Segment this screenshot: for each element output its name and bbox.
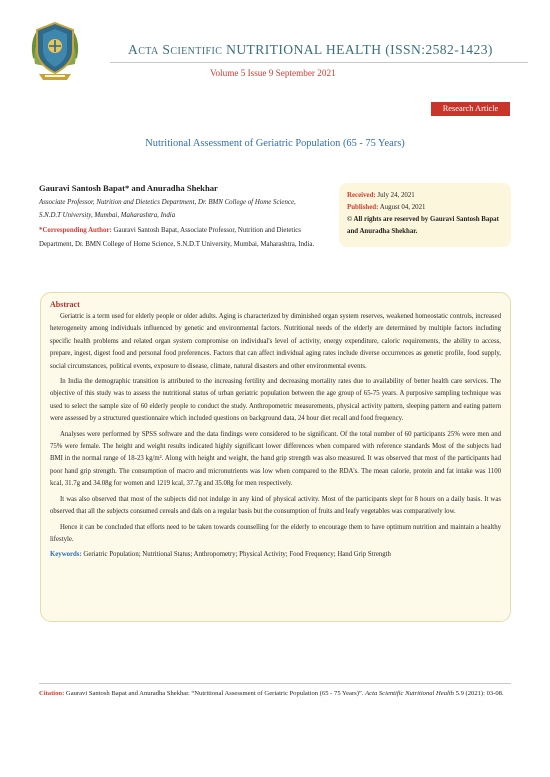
corresponding-text: Gauravi Santosh Bapat, Associate Professor, Nutrition and Dietetics Department, Dr. BMN College of Home Science, S.N.D.T University, Mumbai, Maharashtra, India.	[39, 227, 315, 248]
published-label: Published:	[347, 204, 379, 211]
footer-rule	[39, 683, 511, 684]
rights-statement: © All rights are reserved by Gauravi Santosh Bapat and Anuradha Shekhar.	[347, 216, 499, 235]
citation	[39, 688, 511, 700]
abstract-paragraph: Analyses were performed by SPSS software and the data findings were considered to be significant. Of the total number of 60 participants 25% were men and 75% were female. The height and weight results indicated highly significant lower differences when compared with reference standards Most of the subjects had BMI in the normal range of 18-23 kg/m². Along with height and weight, the hand grip strength was also measured. It was observed that most of the participants had poor hand grip strength. The consumption of macro and micronutrients was low when compared to the RDA's. The mean calorie, protein and fat intake was 1100 kcal, 31.7g and 34.08g for women and 1219 kcal, 37.7g and 35.08g for men respectively.	[50, 430, 501, 488]
keywords-label: Keywords:	[50, 551, 82, 559]
citation-text: Gauravi Santosh Bapat and Anuradha Shekhar. “Nutritional Assessment of Geriatric Population (65 - 75 Years)”.	[64, 690, 366, 697]
received-label: Received:	[347, 192, 376, 199]
authors: Gauravi Santosh Bapat* and Anuradha Shekhar	[39, 183, 218, 193]
journal-title	[128, 42, 528, 58]
abstract-box	[40, 292, 511, 622]
keywords-text: Geriatric Population; Nutritional Status; Anthropometry; Physical Activity; Food Frequency; Hand Grip Strength	[81, 551, 391, 559]
affiliation: Associate Professor, Nutrition and Dietetics Department, Dr. BMN College of Home Science, S.N.D.T University, Mumbai, Maharashtra, India	[39, 199, 296, 219]
keywords	[50, 549, 501, 561]
abstract-paragraph: Geriatric is a term used for elderly people or older adults. Aging is characterized by diminished organ system reserves, weakened homeostatic controls, increased heterogeneity among individuals influenced by genetic and environmental factors. Nutritional needs of the elderly are determined by multiple factors including specific health problems and related organ system compromise on individual's level of activity, energy expenditure, caloric requirements, the ability to access, prepare, ingest, digest food and personal food preferences. Factors that can affect individual aging rates include diverse occurrences as genetic profile, food supply, social circumstances, political events, exposure to disease, climate, natural disasters and other environmental events.	[50, 313, 501, 370]
citation-tail: 5.9 (2021): 03-08.	[453, 690, 504, 697]
received-date: July 24, 2021	[375, 192, 415, 199]
corresponding-label: *Corresponding Author:	[39, 227, 112, 234]
abstract-paragraph: In India the demographic transition is attributed to the increasing fertility and decreasing mortality rates due to availability of better health care services. The objective of this study was to assess the nutritional status of urban geriatric population between the age group of 65-75 years. A purposive sampling technique was used to select the sample size of 60 elderly people to conduct the study. Anthropometric measurements, physical activity pattern, sleeping pattern and eating pattern were assessed by a structured questionnaire which included questions on background data, 24 hour diet recall and food frequency.	[50, 378, 501, 423]
article-type-badge: Research Article	[431, 102, 510, 116]
abstract-paragraph: It was also observed that most of the subjects did not indulge in any kind of physical activity. Most of the participants slept for 8 hours on a daily basis. It was observed that all the subjects consumed cereals and dals on a regular basis but the consumption of fruits and leafy vegetables was comparatively low.	[50, 495, 501, 516]
received-line	[347, 190, 503, 202]
issue-info: Volume 5 Issue 9 September 2021	[210, 68, 336, 78]
citation-journal: Acta Scientific Nutritional Health	[365, 690, 454, 697]
citation-label: Citation:	[39, 690, 65, 697]
abstract-paragraph: Hence it can be concluded that efforts need to be taken towards counselling for the elderly to encourage them to have optimum nutrition and maintain a healthy lifestyle.	[50, 523, 501, 543]
dates-box	[339, 183, 511, 247]
article-title: Nutritional Assessment of Geriatric Population (65 - 75 Years)	[145, 138, 405, 149]
abstract-heading: Abstract	[50, 300, 80, 309]
journal-name: NUTRITIONAL HEALTH (ISSN:2582-1423)	[222, 42, 493, 57]
published-line	[347, 202, 503, 214]
corresponding-author	[39, 224, 334, 252]
published-date: August 04, 2021	[378, 204, 426, 211]
journal-logo-icon	[27, 18, 83, 84]
header-rule	[110, 62, 528, 63]
journal-prefix: Acta Scientific	[128, 42, 223, 57]
